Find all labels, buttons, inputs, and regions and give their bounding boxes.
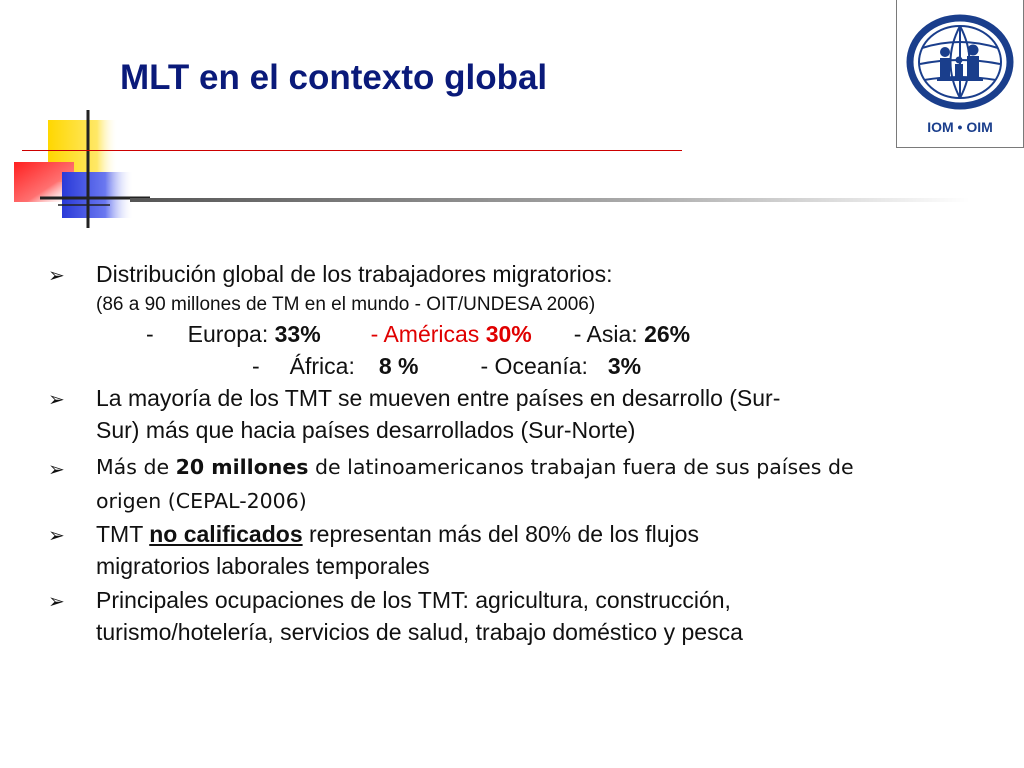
bullet-item-south-south [48, 382, 968, 446]
bullet-text-line-2: migratorios laborales temporales [96, 553, 430, 579]
region-dash: - [252, 353, 260, 379]
asia-value: 26% [644, 321, 691, 347]
bullet-text-line-1: La mayoría de los TMT se mueven entre países en desarrollo (Sur- [96, 385, 781, 411]
bullet-text: Distribución global de los trabajadores migratorios: [96, 261, 613, 287]
americas-value: 30% [485, 321, 532, 347]
bullet-text-line-2: Sur) más que hacia países desarrollados (Sur-Norte) [96, 417, 636, 443]
slide-content [48, 258, 968, 648]
bullet-text-line-2: origen (CEPAL-2006) [96, 489, 307, 513]
bullet-item-latinoamericanos [48, 450, 968, 518]
title-underline [22, 150, 682, 151]
region-row-2 [96, 350, 968, 382]
slide-title: MLT en el contexto global [120, 58, 548, 97]
region-dash: - [146, 321, 154, 347]
oceania-label: - Oceanía: [480, 353, 588, 379]
blue-square [62, 172, 134, 218]
bullet-subtext: (86 a 90 millones de TM en el mundo - OIT/UNDESA 2006) [96, 294, 596, 315]
highlight-20-millones: 20 millones [175, 455, 309, 479]
oceania-value: 3% [607, 353, 642, 379]
arrowhead-bullet-icon: ➢ [48, 525, 65, 547]
text-segment: Más de [96, 455, 176, 479]
bullet-item-ocupaciones [48, 584, 968, 648]
iom-logo [896, 0, 1024, 148]
africa-value: 8 % [378, 353, 419, 379]
bullet-text-line-2: turismo/hotelería, servicios de salud, trabajo doméstico y pesca [96, 619, 743, 645]
iom-globe-logo-icon [897, 0, 1023, 118]
asia-label: - Asia: [573, 321, 645, 347]
highlight-no-calificados: no calificados [149, 521, 303, 547]
bullet-text-line-1: Principales ocupaciones de los TMT: agricultura, construcción, [96, 587, 731, 613]
arrowhead-bullet-icon: ➢ [48, 389, 65, 411]
corner-decoration [0, 0, 150, 240]
text-segment: TMT [96, 521, 150, 547]
text-segment: representan más del 80% de los flujos [302, 521, 699, 547]
gray-rule [130, 198, 970, 202]
arrowhead-bullet-icon: ➢ [48, 265, 65, 287]
bullet-item-distribution [48, 258, 968, 382]
americas-label: - Américas [370, 321, 486, 347]
logo-caption: IOM • OIM [927, 119, 993, 135]
bullet-text-line-1 [96, 450, 968, 484]
arrowhead-bullet-icon: ➢ [48, 457, 65, 481]
europa-value: 33% [274, 321, 321, 347]
bullet-text-line-1 [96, 518, 968, 550]
bullet-item-no-calificados [48, 518, 968, 582]
arrowhead-bullet-icon: ➢ [48, 591, 65, 613]
text-segment: de latinoamericanos trabajan fuera de sus países de [308, 455, 854, 479]
region-row-1 [96, 318, 968, 350]
europa-label: Europa: [187, 321, 275, 347]
africa-label: África: [289, 353, 355, 379]
